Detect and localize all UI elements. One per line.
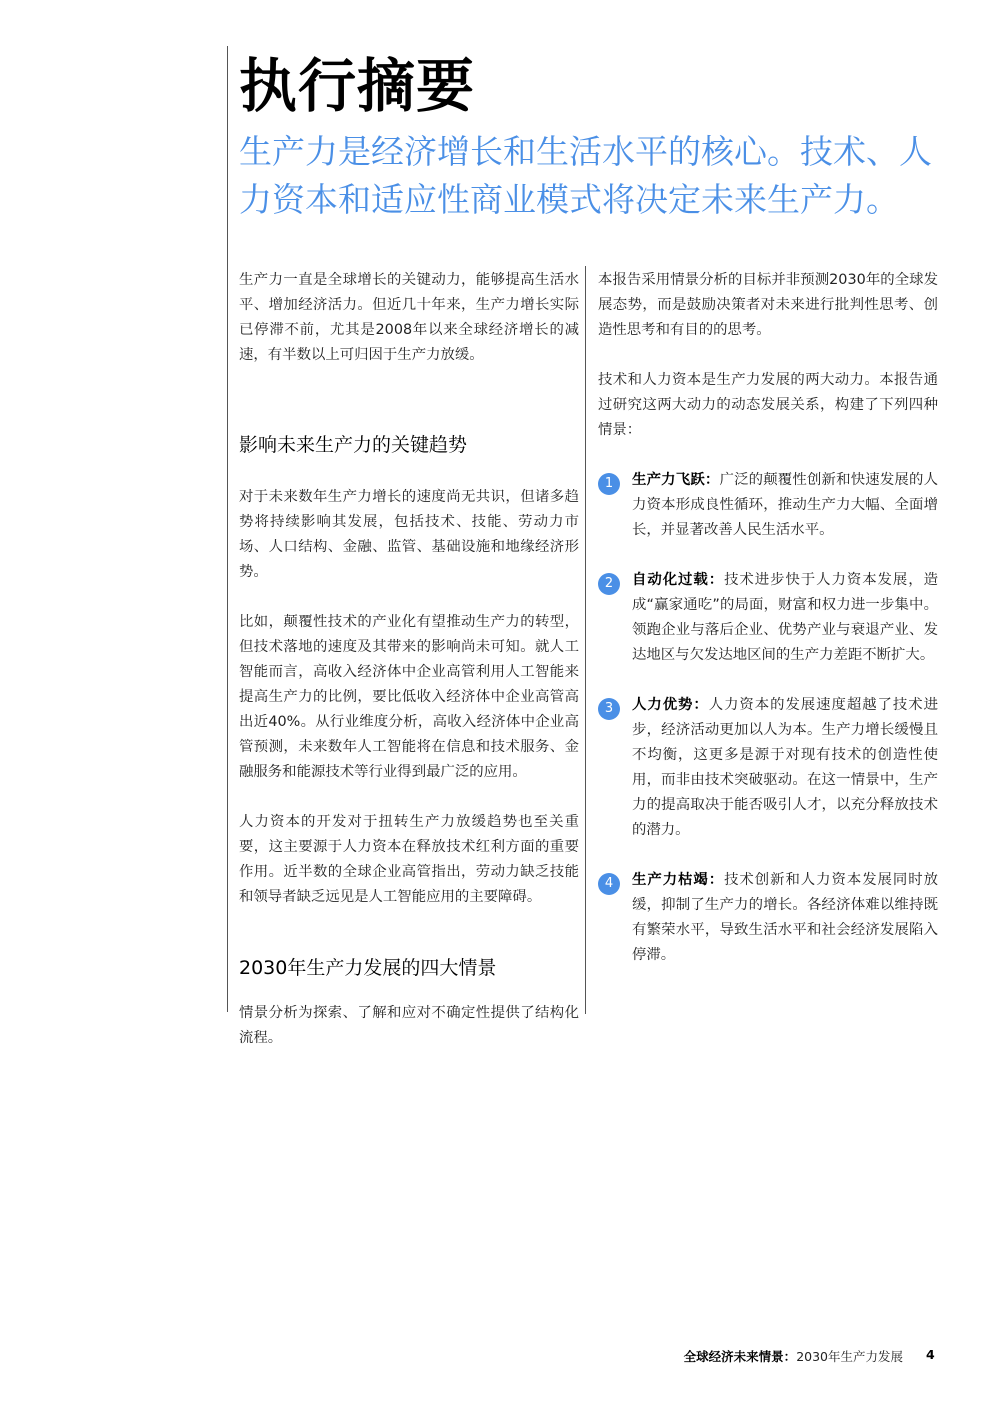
report-purpose-paragraph: 本报告采用情景分析的目标并非预测2030年的全球发展态势，而是鼓励决策者对未来进行批判性思考、创造性思考和有目的的思考。 (598, 272, 938, 338)
section-heading-trends: 影响未来生产力的关键趋势 (239, 434, 468, 456)
scenario-name: 自动化过载： (632, 572, 725, 588)
trends-paragraph-1: 对于未来数年生产力增长的速度尚无共识，但诸多趋势将持续影响其发展，包括技术、技能、劳动力市场、人口结构、金融、监管、基础设施和地缘经济形势。 (239, 489, 579, 580)
scenario-number-badge: 2 (598, 573, 620, 595)
scenario-item (598, 868, 938, 968)
scenario-name: 生产力飞跃： (632, 472, 720, 488)
scenario-number-badge: 1 (598, 473, 620, 495)
scenario-description: 人力资本的发展速度超越了技术进步，经济活动更加以人为本。生产力增长缓慢且不均衡，这更多是源于对现有技术的创造性使用，而非由技术突破驱动。在这一情景中，生产力的提高取决于能否吸引人才，以充分释放技术的潜力。 (632, 697, 938, 838)
left-column (239, 268, 579, 1051)
right-column (598, 268, 938, 968)
trends-paragraph-2: 比如，颠覆性技术的产业化有望推动生产力的转型，但技术落地的速度及其带来的影响尚未可知。就人工智能而言，高收入经济体中企业高管利用人工智能来提高生产力的比例，要比低收入经济体中企业高管高出近40%。从行业维度分析，高收入经济体中企业高管预测，未来数年人工智能将在信息和技术服务、金融服务和能源技术等行业得到最广泛的应用。 (239, 614, 579, 780)
scenario-item (598, 568, 938, 668)
footer-report-name: 全球经济未来情景： (683, 1349, 797, 1364)
scenario-number-badge: 3 (598, 698, 620, 720)
page-title: 执行摘要 (239, 52, 476, 120)
scenario-description: 技术进步快于人力资本发展，造成“赢家通吃”的局面，财富和权力进一步集中。领跑企业与落后企业、优势产业与衰退产业、发达地区与欠发达地区间的生产力差距不断扩大。 (632, 572, 938, 663)
footer-report-title (0, 1347, 903, 1365)
intro-paragraph: 生产力一直是全球增长的关键动力，能够提高生活水平、增加经济活力。但近几十年来，生产力增长实际已停滞不前，尤其是2008年以来全球经济增长的减速，有半数以上可归因于生产力放缓。 (239, 272, 579, 363)
page-subtitle: 生产力是经济增长和生活水平的核心。技术、人力资本和适应性商业模式将决定未来生产力。 (239, 132, 932, 219)
scenario-name: 人力优势： (632, 697, 709, 713)
scenarios-intro-paragraph: 情景分析为探索、了解和应对不确定性提供了结构化流程。 (239, 1005, 579, 1046)
scenario-description: 广泛的颠覆性创新和快速发展的人力资本形成良性循环，推动生产力大幅、全面增长，并显著改善人民生活水平。 (632, 472, 938, 538)
scenario-item (598, 468, 938, 543)
page-number: 4 (926, 1347, 935, 1362)
scenario-number-badge: 4 (598, 873, 620, 895)
scenario-name: 生产力枯竭： (632, 872, 725, 888)
scenario-item (598, 693, 938, 843)
scenario-description: 技术创新和人力资本发展同时放缓，抑制了生产力的增长。各经济体难以维持既有繁荣水平，导致生活水平和社会经济发展陷入停滞。 (632, 872, 938, 963)
drivers-paragraph: 技术和人力资本是生产力发展的两大动力。本报告通过研究这两大动力的动态发展关系，构建了下列四种情景： (598, 372, 938, 438)
column-divider (585, 266, 586, 1014)
left-rule (227, 46, 228, 1012)
trends-paragraph-3: 人力资本的开发对于扭转生产力放缓趋势也至关重要，这主要源于人力资本在释放技术红利方面的重要作用。近半数的全球企业高管指出，劳动力缺乏技能和领导者缺乏远见是人工智能应用的主要障碍。 (239, 814, 579, 905)
footer-report-subtitle: 2030年生产力发展 (796, 1349, 903, 1364)
section-heading-scenarios: 2030年生产力发展的四大情景 (239, 957, 497, 979)
